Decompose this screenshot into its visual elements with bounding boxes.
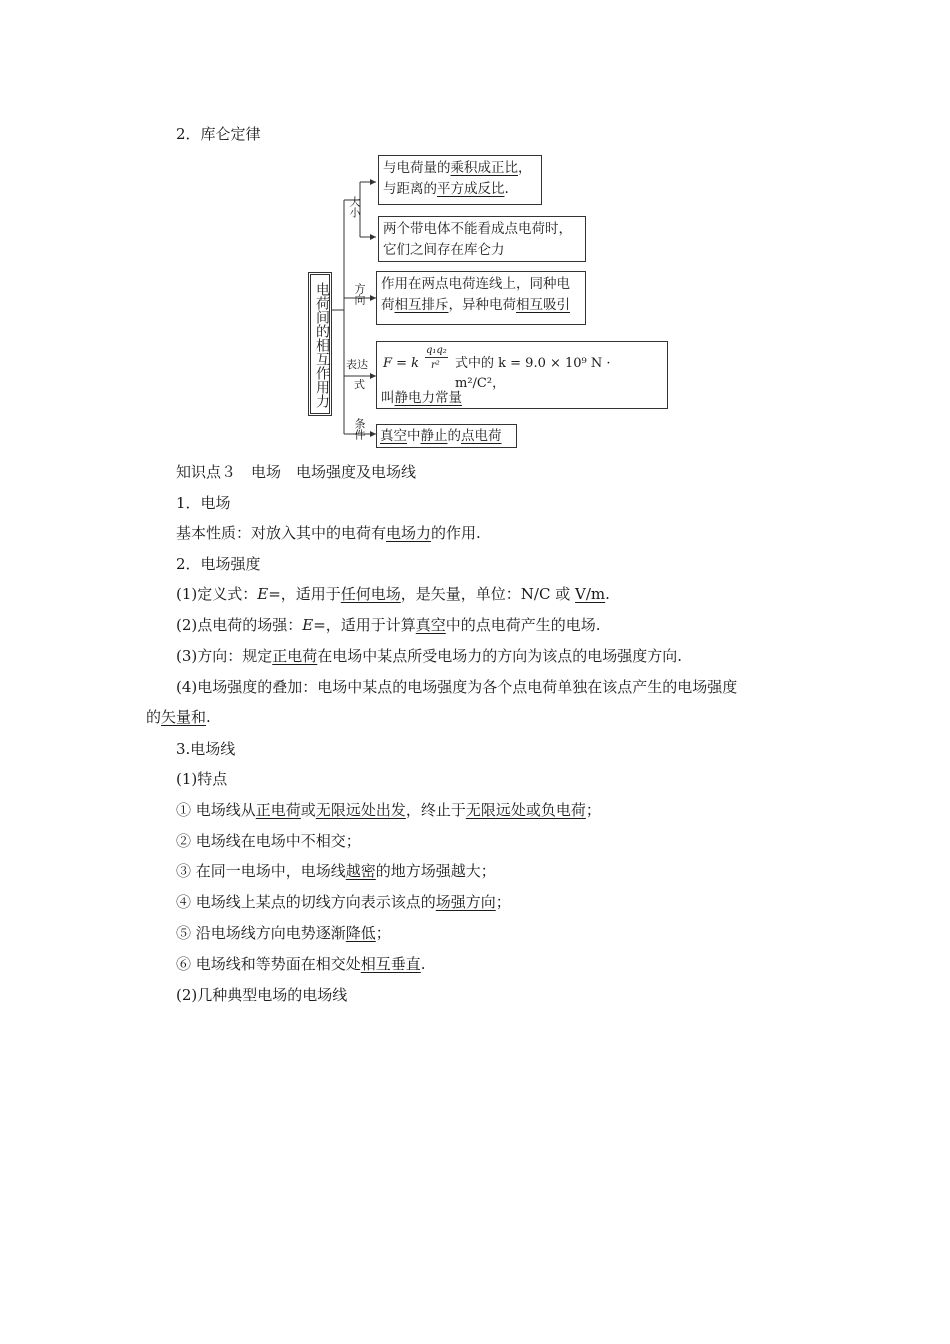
condition-de: 的 xyxy=(447,428,461,444)
text: ，是矢量，单位：N/C 或 xyxy=(400,585,575,603)
condition-static: 静止 xyxy=(420,428,448,444)
size-box1-text: 与电荷量的 xyxy=(383,160,451,176)
size-box-non-point xyxy=(378,216,586,262)
feature-5 xyxy=(176,923,391,943)
branch-label-size-text: 大小 xyxy=(348,196,361,218)
text: . xyxy=(605,585,610,603)
direction-box-line1: 作用在两点电荷连线上，同种电 xyxy=(381,276,570,292)
field-superposition-cont xyxy=(146,707,211,727)
underlined-term: 任何电场 xyxy=(340,585,401,603)
condition-point-charge: 点电荷 xyxy=(461,428,502,444)
field-lines-features: (1)特点 xyxy=(176,770,228,788)
size-box-proportional xyxy=(378,155,542,205)
text: ① 电场线从 xyxy=(176,801,256,819)
text: (3)方向：规定 xyxy=(176,647,273,665)
text: ，终止于 xyxy=(405,801,466,819)
size-box1-underline: 乘积成正比 xyxy=(450,160,518,176)
text: ③ 在同一电场中，电场线 xyxy=(176,862,346,880)
text: ④ 电场线上某点的切线方向表示该点的 xyxy=(176,893,436,911)
underlined-term: 场强方向 xyxy=(435,893,496,911)
direction-box-repel: 相互排斥 xyxy=(394,297,449,313)
text: . xyxy=(206,708,211,726)
feature-2: ② 电场线在电场中不相交； xyxy=(176,832,361,850)
point-charge-field xyxy=(176,615,601,635)
text: (2)点电荷的场强： xyxy=(176,616,303,634)
underlined-term: 相互垂直 xyxy=(360,955,421,973)
text: =，适用于计算 xyxy=(313,616,416,634)
branch-label-expr-top: 表达 xyxy=(346,358,368,371)
text: 中的点电荷产生的电场. xyxy=(445,616,601,634)
text: ⑤ 沿电场线方向电势逐渐 xyxy=(176,924,346,942)
underlined-term: 真空 xyxy=(415,616,446,634)
underlined-term: 无限远处或负电荷 xyxy=(465,801,586,819)
feature-6 xyxy=(176,954,426,974)
feature-4 xyxy=(176,892,511,912)
diagram-root-label: 电荷间的相互作用力 xyxy=(310,274,330,414)
text: ； xyxy=(585,801,601,819)
size-box1-punct: ， xyxy=(518,160,532,176)
size-box1-underline2: 平方成反比 xyxy=(437,181,505,197)
formula-tail: 式中的 k = 9.0 × 10⁹ N · m²/C²， xyxy=(455,356,611,391)
formula-denominator: r² xyxy=(431,360,440,371)
formula-lhs: F = k xyxy=(383,356,420,371)
text: 或 xyxy=(300,801,316,819)
text: ； xyxy=(375,924,391,942)
underlined-term: 降低 xyxy=(345,924,376,942)
electric-field-heading: 1．电场 xyxy=(176,494,231,512)
feature-3 xyxy=(176,861,496,881)
branch-label-expr-bottom: 式 xyxy=(354,378,365,391)
underlined-term: 矢量和 xyxy=(161,708,207,726)
underlined-term: 电场力 xyxy=(386,524,432,542)
text: 在电场中某点所受电场力的方向为该点的电场强度方向. xyxy=(317,647,683,665)
underlined-term: 无限远处出发 xyxy=(315,801,406,819)
direction-box-attract: 相互吸引 xyxy=(516,297,570,313)
field-strength-heading: 2．电场强度 xyxy=(176,555,261,573)
expression-constant: 静电力常量 xyxy=(394,390,462,406)
knowledge-point-3-heading: 知识点３ 电场 电场强度及电场线 xyxy=(176,463,417,481)
typical-field-lines-heading: (2)几种典型电场的电场线 xyxy=(176,986,348,1004)
feature-1 xyxy=(176,800,601,820)
condition-box xyxy=(376,424,517,448)
text: =，适用于 xyxy=(268,585,341,603)
underlined-term: 正电荷 xyxy=(272,647,318,665)
expression-box xyxy=(376,341,668,409)
text: ； xyxy=(495,893,511,911)
underlined-term: 正电荷 xyxy=(255,801,301,819)
underlined-term: 越密 xyxy=(345,862,376,880)
branch-label-condition-text: 条件 xyxy=(353,418,366,440)
text: (1)定义式： xyxy=(176,585,258,603)
branch-label-direction-text: 方向 xyxy=(353,283,366,305)
direction-box-text: 荷 xyxy=(381,297,395,313)
field-lines-heading: 3.电场线 xyxy=(176,740,236,758)
size-box1-text2: 与距离的 xyxy=(383,181,437,197)
text: 的地方场强越大； xyxy=(375,862,496,880)
diagram-root-box xyxy=(308,272,332,416)
branch-label-direction xyxy=(351,283,367,309)
symbol-e: E xyxy=(302,616,314,634)
branch-label-size xyxy=(346,196,362,222)
text: . xyxy=(420,955,426,973)
size-box2-line2: 它们之间存在库仑力 xyxy=(383,242,505,258)
field-direction xyxy=(176,646,682,666)
text: 的 xyxy=(146,708,162,726)
electric-field-property xyxy=(176,523,481,543)
direction-box-mid: ，异种电荷 xyxy=(448,297,516,313)
size-box2-line1: 两个带电体不能看成点电荷时， xyxy=(383,221,572,237)
expression-call: 叫 xyxy=(381,390,395,406)
condition-vacuum: 真空 xyxy=(380,428,407,444)
text: 基本性质：对放入其中的电荷有 xyxy=(176,524,387,542)
field-definition xyxy=(176,584,610,604)
size-box1-punct2: . xyxy=(504,181,509,197)
symbol-e: E xyxy=(257,585,269,603)
branch-label-condition xyxy=(351,418,367,444)
direction-box xyxy=(376,271,586,325)
formula-numerator: q₁q₂ xyxy=(426,345,447,356)
field-superposition: (4)电场强度的叠加：电场中某点的电场强度为各个点电荷单独在该点产生的电场强度 xyxy=(176,678,738,696)
text: 的作用. xyxy=(431,524,481,542)
condition-mid: 中 xyxy=(407,428,421,444)
text: ⑥ 电场线和等势面在相交处 xyxy=(176,955,361,973)
coulomb-law-heading: 2．库仑定律 xyxy=(176,125,261,143)
underlined-term: V/m xyxy=(575,585,606,603)
